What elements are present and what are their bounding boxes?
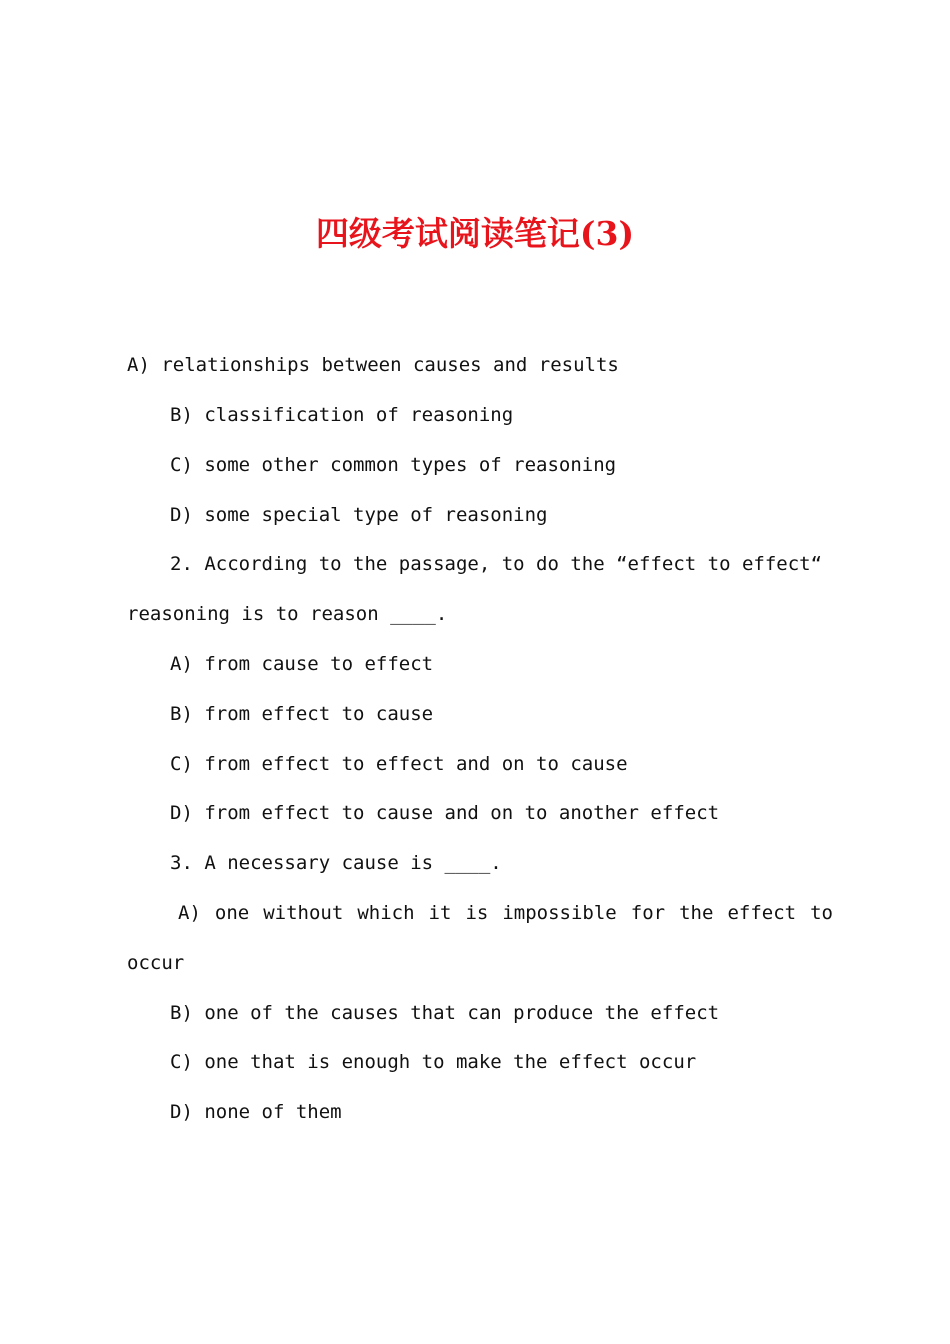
option-line: C) some other common types of reasoning	[170, 454, 617, 476]
option-line: B) from effect to cause	[170, 703, 434, 725]
page-title: 四级考试阅读笔记(3)	[315, 214, 635, 253]
option-line: B) classification of reasoning	[170, 404, 514, 426]
option-line: A) from cause to effect	[170, 653, 434, 675]
option-line: C) from effect to effect and on to cause	[170, 753, 628, 775]
question-line: 3. A necessary cause is ____.	[170, 852, 502, 874]
question-line: 2. According to the passage, to do the “effect to effect“	[170, 553, 823, 575]
option-line: D) none of them	[170, 1101, 342, 1123]
option-line-continued: occur	[127, 952, 185, 974]
option-line: A) one without which it is impossible for the effect to	[178, 902, 833, 924]
option-line: D) from effect to cause and on to another effect	[170, 802, 720, 824]
option-line: A) relationships between causes and results	[127, 354, 619, 376]
option-line: B) one of the causes that can produce the effect	[170, 1002, 720, 1024]
question-line-continued: reasoning is to reason ____.	[127, 603, 448, 625]
option-line: C) one that is enough to make the effect occur	[170, 1051, 697, 1073]
option-line: D) some special type of reasoning	[170, 504, 548, 526]
